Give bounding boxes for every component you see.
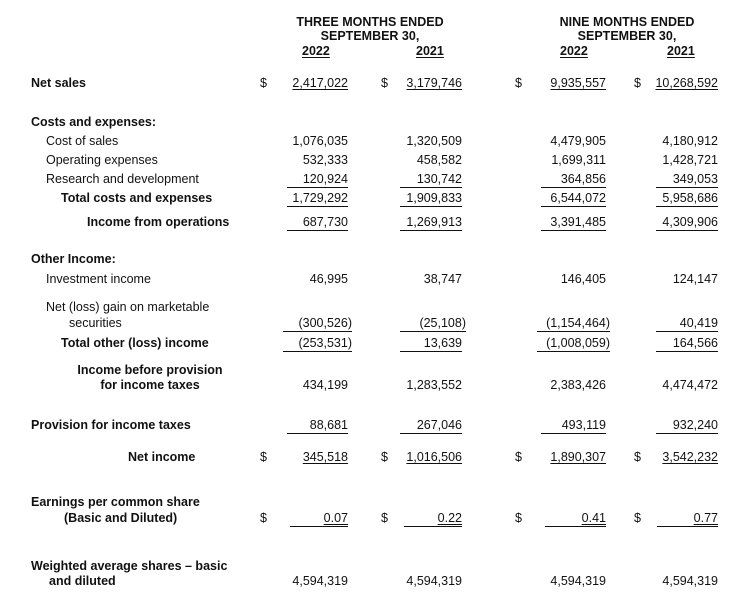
dollar-sign: $ bbox=[515, 450, 522, 464]
net-income-9m-2021: 3,542,232 bbox=[662, 450, 718, 464]
eps-9m-2021: 0.77 bbox=[693, 511, 718, 525]
income-ops-9m-2022: 3,391,485 bbox=[550, 215, 606, 229]
total-costs-underline-q3-2021 bbox=[400, 206, 462, 207]
eps-underline-9m-2022 bbox=[545, 526, 606, 527]
nine-months-header-line1: NINE MONTHS ENDED bbox=[559, 15, 695, 29]
investment-income-9m-2021: 124,147 bbox=[672, 272, 718, 286]
eps-underline-9m-2021 bbox=[657, 526, 718, 527]
investment-income-9m-2022: 146,405 bbox=[560, 272, 606, 286]
eps-label-line1: Earnings per common share bbox=[31, 495, 200, 509]
nine-months-year-2022: 2022 bbox=[560, 44, 588, 58]
net-gain-label-line1: Net (loss) gain on marketable bbox=[46, 300, 210, 314]
provision-underline-9m-2022 bbox=[541, 433, 606, 434]
net-sales-label: Net sales bbox=[31, 76, 86, 90]
dollar-sign: $ bbox=[381, 76, 388, 90]
total-costs-underline-q3-2022 bbox=[287, 206, 348, 207]
three-months-header-line1: THREE MONTHS ENDED bbox=[296, 15, 444, 29]
net-sales-9m-2022: 9,935,557 bbox=[550, 76, 606, 90]
net-gain-underline-q3-2022 bbox=[283, 331, 352, 332]
total-other-q3-2022: (253,531) bbox=[298, 336, 352, 350]
investment-income-q3-2022: 46,995 bbox=[309, 272, 348, 286]
weighted-shares-label-line1: Weighted average shares – basic bbox=[31, 559, 228, 573]
three-months-header-line2: SEPTEMBER 30, bbox=[320, 29, 420, 43]
total-costs-9m-2021: 5,958,686 bbox=[662, 191, 718, 205]
dollar-sign: $ bbox=[260, 511, 267, 525]
cost-of-sales-q3-2022: 1,076,035 bbox=[292, 134, 348, 148]
rnd-underline-9m-2021 bbox=[656, 187, 718, 188]
eps-9m-2022: 0.41 bbox=[581, 511, 606, 525]
net-gain-q3-2022: (300,526) bbox=[298, 316, 352, 330]
weighted-shares-9m-2021: 4,594,319 bbox=[662, 574, 718, 588]
weighted-shares-label-line2: and diluted bbox=[49, 574, 116, 588]
rnd-q3-2021: 130,742 bbox=[416, 172, 462, 186]
income-ops-underline-q3-2021 bbox=[400, 230, 462, 231]
rnd-underline-q3-2021 bbox=[400, 187, 462, 188]
three-months-year-2022: 2022 bbox=[302, 44, 330, 58]
income-ops-q3-2021: 1,269,913 bbox=[406, 215, 462, 229]
operating-expenses-9m-2022: 1,699,311 bbox=[551, 153, 606, 167]
net-income-label: Net income bbox=[128, 450, 196, 464]
rnd-underline-9m-2022 bbox=[541, 187, 606, 188]
income-before-9m-2022: 2,383,426 bbox=[550, 378, 606, 392]
net-gain-underline-9m-2022 bbox=[537, 331, 610, 332]
provision-label: Provision for income taxes bbox=[31, 418, 191, 432]
cost-of-sales-9m-2022: 4,479,905 bbox=[550, 134, 606, 148]
operating-expenses-label: Operating expenses bbox=[46, 153, 158, 167]
investment-income-q3-2021: 38,747 bbox=[423, 272, 462, 286]
costs-expenses-header: Costs and expenses: bbox=[31, 115, 157, 129]
weighted-shares-q3-2022: 4,594,319 bbox=[292, 574, 348, 588]
provision-underline-q3-2022 bbox=[287, 433, 348, 434]
provision-underline-9m-2021 bbox=[656, 433, 718, 434]
eps-q3-2022: 0.07 bbox=[323, 511, 348, 525]
operating-expenses-q3-2021: 458,582 bbox=[416, 153, 462, 167]
total-costs-underline-9m-2021 bbox=[656, 206, 718, 207]
weighted-shares-q3-2021: 4,594,319 bbox=[406, 574, 462, 588]
cost-of-sales-q3-2021: 1,320,509 bbox=[406, 134, 462, 148]
income-before-9m-2021: 4,474,472 bbox=[662, 378, 718, 392]
dollar-sign: $ bbox=[634, 450, 641, 464]
net-sales-q3-2022: 2,417,022 bbox=[292, 76, 348, 90]
three-months-year-2021: 2021 bbox=[416, 44, 444, 58]
net-sales-q3-2021: 3,179,746 bbox=[406, 76, 462, 90]
provision-underline-q3-2021 bbox=[400, 433, 462, 434]
provision-9m-2021: 932,240 bbox=[672, 418, 718, 432]
net-gain-underline-q3-2021 bbox=[400, 331, 466, 332]
provision-q3-2022: 88,681 bbox=[309, 418, 348, 432]
total-costs-q3-2021: 1,909,833 bbox=[406, 191, 462, 205]
income-ops-underline-q3-2022 bbox=[287, 230, 348, 231]
income-ops-label: Income from operations bbox=[87, 215, 230, 229]
income-ops-underline-9m-2022 bbox=[541, 230, 606, 231]
dollar-sign: $ bbox=[381, 450, 388, 464]
total-other-9m-2021: 164,566 bbox=[672, 336, 718, 350]
total-other-label: Total other (loss) income bbox=[61, 336, 209, 350]
total-other-underline-9m-2022 bbox=[537, 351, 610, 352]
income-before-q3-2022: 434,199 bbox=[302, 378, 348, 392]
operating-expenses-9m-2021: 1,428,721 bbox=[662, 153, 718, 167]
income-ops-underline-9m-2021 bbox=[656, 230, 718, 231]
other-income-header: Other Income: bbox=[31, 252, 116, 266]
net-gain-9m-2021: 40,419 bbox=[679, 316, 718, 330]
weighted-shares-9m-2022: 4,594,319 bbox=[550, 574, 606, 588]
total-other-9m-2022: (1,008,059) bbox=[546, 336, 610, 350]
income-ops-q3-2022: 687,730 bbox=[302, 215, 348, 229]
net-gain-underline-9m-2021 bbox=[656, 331, 718, 332]
income-before-label-line1: Income before provision bbox=[77, 363, 223, 377]
dollar-sign: $ bbox=[634, 511, 641, 525]
eps-label-line2: (Basic and Diluted) bbox=[64, 511, 178, 525]
dollar-sign: $ bbox=[515, 511, 522, 525]
nine-months-header-line2: SEPTEMBER 30, bbox=[577, 29, 677, 43]
total-costs-label: Total costs and expenses bbox=[61, 191, 213, 205]
nine-months-year-2021: 2021 bbox=[667, 44, 695, 58]
total-other-q3-2021: 13,639 bbox=[423, 336, 462, 350]
eps-underline-q3-2022 bbox=[290, 526, 348, 527]
dollar-sign: $ bbox=[381, 511, 388, 525]
net-income-q3-2022: 345,518 bbox=[302, 450, 348, 464]
net-gain-9m-2022: (1,154,464) bbox=[546, 316, 610, 330]
total-other-underline-q3-2021 bbox=[400, 351, 462, 352]
net-gain-label-line2: securities bbox=[69, 316, 122, 330]
rnd-9m-2021: 349,053 bbox=[672, 172, 718, 186]
dollar-sign: $ bbox=[260, 76, 267, 90]
cost-of-sales-9m-2021: 4,180,912 bbox=[662, 134, 718, 148]
rnd-q3-2022: 120,924 bbox=[302, 172, 348, 186]
income-before-q3-2021: 1,283,552 bbox=[406, 378, 462, 392]
net-income-q3-2021: 1,016,506 bbox=[406, 450, 462, 464]
total-costs-underline-9m-2022 bbox=[541, 206, 606, 207]
rnd-9m-2022: 364,856 bbox=[560, 172, 606, 186]
total-other-underline-9m-2021 bbox=[656, 351, 718, 352]
cost-of-sales-label: Cost of sales bbox=[46, 134, 119, 148]
dollar-sign: $ bbox=[260, 450, 267, 464]
income-before-label-line2: for income taxes bbox=[100, 378, 200, 392]
income-ops-9m-2021: 4,309,906 bbox=[662, 215, 718, 229]
total-costs-q3-2022: 1,729,292 bbox=[292, 191, 348, 205]
net-income-9m-2022: 1,890,307 bbox=[550, 450, 606, 464]
operating-expenses-q3-2022: 532,333 bbox=[302, 153, 348, 167]
net-sales-9m-2021: 10,268,592 bbox=[655, 76, 718, 90]
provision-9m-2022: 493,119 bbox=[561, 418, 606, 432]
net-gain-q3-2021: (25,108) bbox=[419, 316, 466, 330]
eps-underline-q3-2021 bbox=[404, 526, 462, 527]
eps-q3-2021: 0.22 bbox=[437, 511, 462, 525]
total-other-underline-q3-2022 bbox=[283, 351, 352, 352]
investment-income-label: Investment income bbox=[46, 272, 151, 286]
dollar-sign: $ bbox=[634, 76, 641, 90]
rnd-underline-q3-2022 bbox=[287, 187, 348, 188]
dollar-sign: $ bbox=[515, 76, 522, 90]
provision-q3-2021: 267,046 bbox=[416, 418, 462, 432]
rnd-label: Research and development bbox=[46, 172, 199, 186]
total-costs-9m-2022: 6,544,072 bbox=[550, 191, 606, 205]
